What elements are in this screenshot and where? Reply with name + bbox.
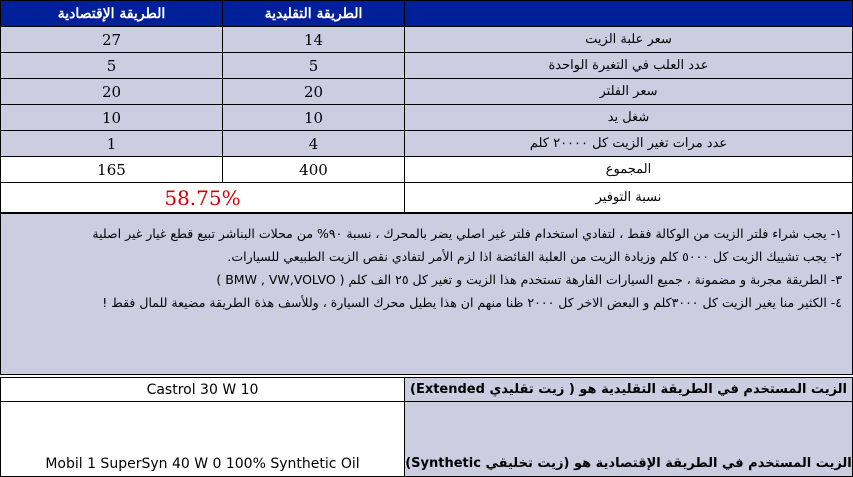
notes-panel <box>0 213 853 375</box>
savings-label: نسبة التوفير <box>405 183 853 213</box>
oil-economic-product: Mobil 1 SuperSyn 40 W 0 100% Synthetic Oil <box>0 402 405 477</box>
header-traditional: الطريقة التقليدية <box>223 0 405 27</box>
row-2-traditional: 5 <box>223 53 405 79</box>
oil-traditional-label: الزيت المستخدم في الطريقة التقليدية هو ( زيت تقليدي Extended) <box>405 377 853 402</box>
row-3-label: سعر الفلتر <box>405 79 853 105</box>
header-label-blank <box>405 0 853 27</box>
row-5-label: عدد مرات تغير الزيت كل ٢٠٠٠٠ كلم <box>405 131 853 157</box>
row-3-economic: 20 <box>0 79 223 105</box>
row-5-economic: 1 <box>0 131 223 157</box>
note-2: ٢- يجب تشييك الزيت كل ٥٠٠٠ كلم وزيادة الزيت من العلبة الفائضة اذا لزم الأمر لتفادي نقص الزيت الطبيعي للسيارات. <box>227 249 842 264</box>
oil-economic-label: الزيت المستخدم في الطريقة الإقتصادية هو (زيت تخليقي Synthetic) <box>405 402 853 477</box>
total-traditional: 400 <box>223 157 405 183</box>
savings-value: 58.75% <box>0 183 405 213</box>
note-4: ٤- الكثير منا يغير الزيت كل ٣٠٠٠كلم و البعض الاخر كل ٢٠٠٠ ظنا منهم ان هذا يطيل محرك السيارة ، وللأسف هذة الطريقة مضيعة للمال فقط ! <box>102 295 842 310</box>
row-5-traditional: 4 <box>223 131 405 157</box>
row-4-label: شغل يد <box>405 105 853 131</box>
header-economic: الطريقة الإقتصادية <box>0 0 223 27</box>
row-3-traditional: 20 <box>223 79 405 105</box>
row-4-economic: 10 <box>0 105 223 131</box>
row-2-economic: 5 <box>0 53 223 79</box>
total-economic: 165 <box>0 157 223 183</box>
oil-traditional-product: Castrol 30 W 10 <box>0 377 405 402</box>
note-3: ٣- الطريقة مجربة و مضمونة ، جميع السيارات الفارهة تستخدم هذا الزيت و تغير كل ٢٥ الف كلم ( BMW , VW,VOLVO ) <box>216 272 842 287</box>
row-2-label: عدد العلب في التغيرة الواحدة <box>405 53 853 79</box>
note-1: ١- يجب شراء فلتر الزيت من الوكالة فقط ، لتفادي استخدام فلتر غير اصلي يضر بالمحرك ، نسبة ٩٠% من محلات البناشر تبيع قطع غيار غير اصلية <box>92 226 842 241</box>
row-1-label: سعر علبة الزيت <box>405 27 853 53</box>
row-4-traditional: 10 <box>223 105 405 131</box>
row-1-economic: 27 <box>0 27 223 53</box>
row-1-traditional: 14 <box>223 27 405 53</box>
total-label: المجموع <box>405 157 853 183</box>
